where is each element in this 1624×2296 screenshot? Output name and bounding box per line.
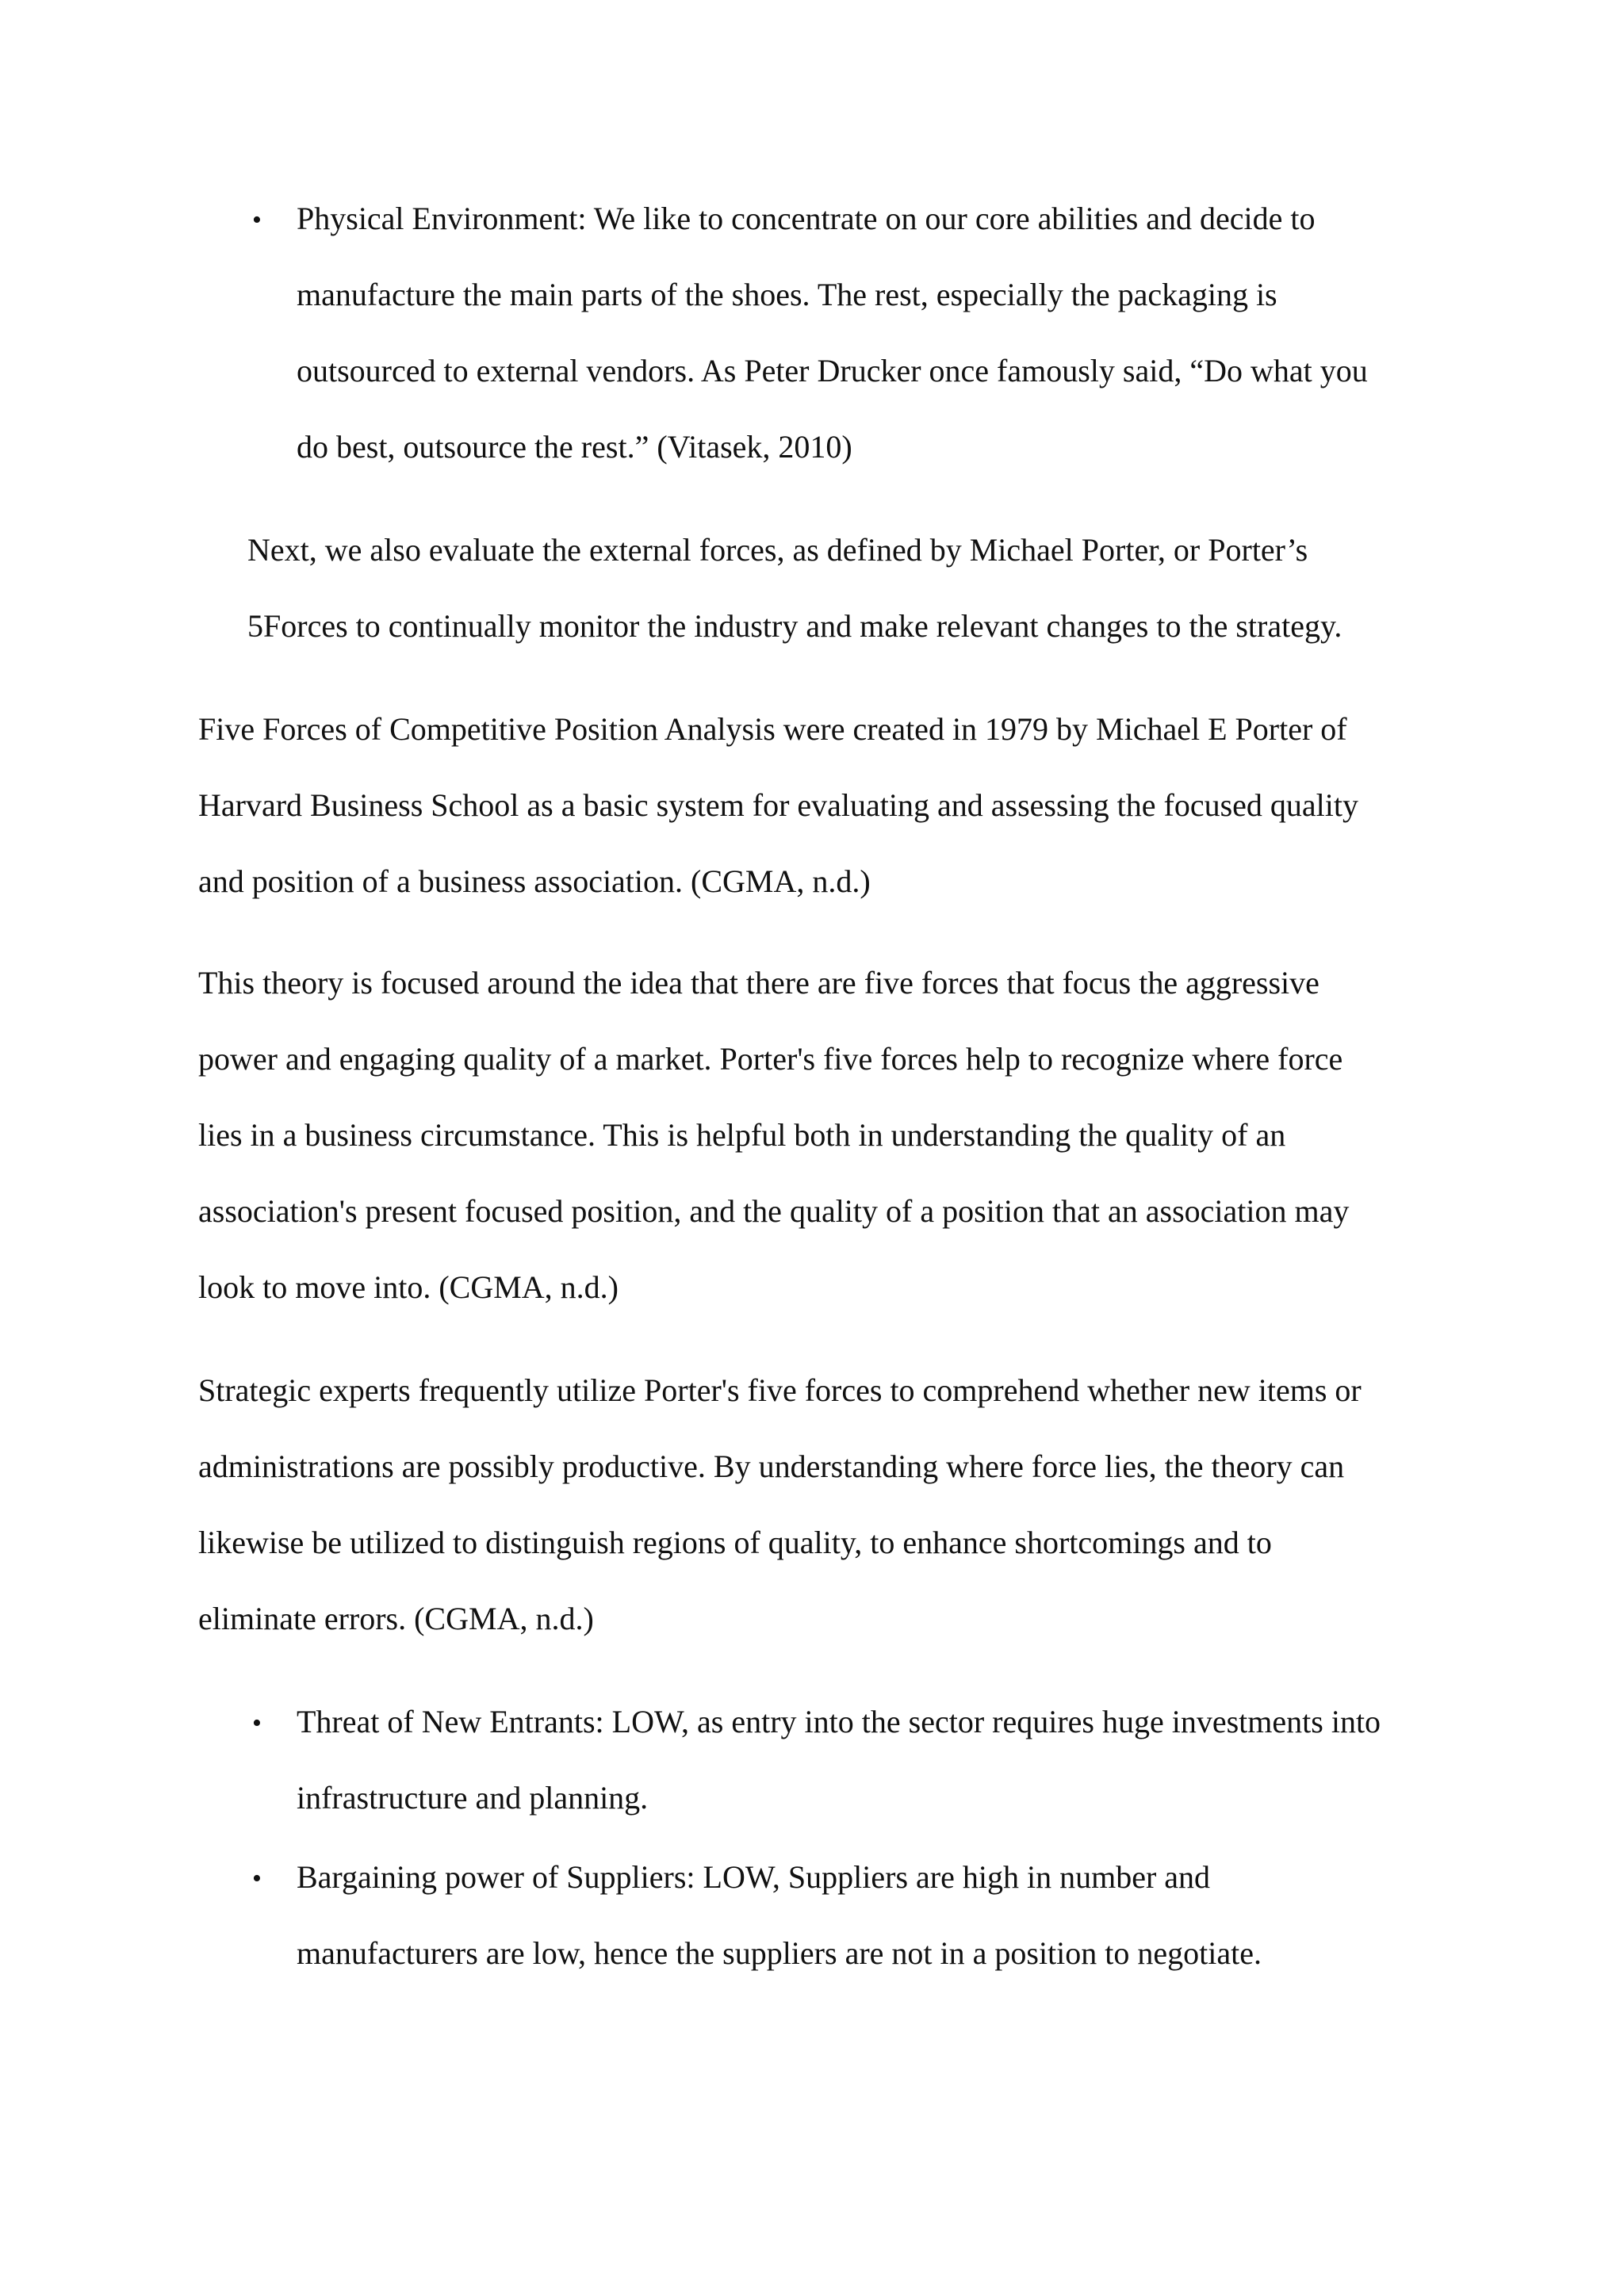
paragraph-line: Next, we also evaluate the external forces, as defined by Michael Porter, or Porter’s bbox=[247, 532, 1308, 568]
paragraph-line: look to move into. (CGMA, n.d.) bbox=[198, 1269, 619, 1305]
paragraph-line: Strategic experts frequently utilize Porter's five forces to comprehend whether new items or bbox=[198, 1372, 1362, 1408]
bullet-text-line: manufacture the main parts of the shoes. The rest, especially the packaging is bbox=[297, 277, 1277, 312]
paragraph-line: and position of a business association. (CGMA, n.d.) bbox=[198, 863, 871, 899]
paragraph-line: lies in a business circumstance. This is helpful both in understanding the quality of an bbox=[198, 1117, 1286, 1153]
paragraph-line: eliminate errors. (CGMA, n.d.) bbox=[198, 1601, 594, 1636]
paragraph-line: Harvard Business School as a basic system for evaluating and assessing the focused quality bbox=[198, 787, 1359, 823]
paragraph-line: This theory is focused around the idea that there are five forces that focus the aggressive bbox=[198, 965, 1320, 1001]
paragraph-line: association's present focused position, and the quality of a position that an association may bbox=[198, 1193, 1350, 1229]
paragraph-line: likewise be utilized to distinguish regions of quality, to enhance shortcomings and to bbox=[198, 1525, 1272, 1560]
bullet-text-line: outsourced to external vendors. As Peter Drucker once famously said, “Do what you bbox=[297, 353, 1368, 388]
bullet-text-line: manufacturers are low, hence the suppliers are not in a position to negotiate. bbox=[297, 1935, 1262, 1971]
bullet-text-line: infrastructure and planning. bbox=[297, 1780, 649, 1816]
bullet-text-line: do best, outsource the rest.” (Vitasek, 2010) bbox=[297, 429, 852, 465]
paragraph-line: administrations are possibly productive. By understanding where force lies, the theory can bbox=[198, 1448, 1345, 1484]
bullet-text-line: Bargaining power of Suppliers: LOW, Suppliers are high in number and bbox=[297, 1859, 1211, 1895]
bullet-text-line: Threat of New Entrants: LOW, as entry into the sector requires huge investments into bbox=[297, 1704, 1381, 1739]
bullet-text-line: Physical Environment: We like to concentrate on our core abilities and decide to bbox=[297, 201, 1316, 236]
paragraph-line: power and engaging quality of a market. Porter's five forces help to recognize where force bbox=[198, 1041, 1343, 1077]
paragraph-line: Five Forces of Competitive Position Analysis were created in 1979 by Michael E Porter of bbox=[198, 711, 1347, 747]
paragraph-line: 5Forces to continually monitor the industry and make relevant changes to the strategy. bbox=[247, 608, 1342, 644]
bullet-marker: • bbox=[252, 205, 262, 235]
bullet-marker: • bbox=[252, 1709, 262, 1738]
bullet-marker: • bbox=[252, 1864, 262, 1893]
